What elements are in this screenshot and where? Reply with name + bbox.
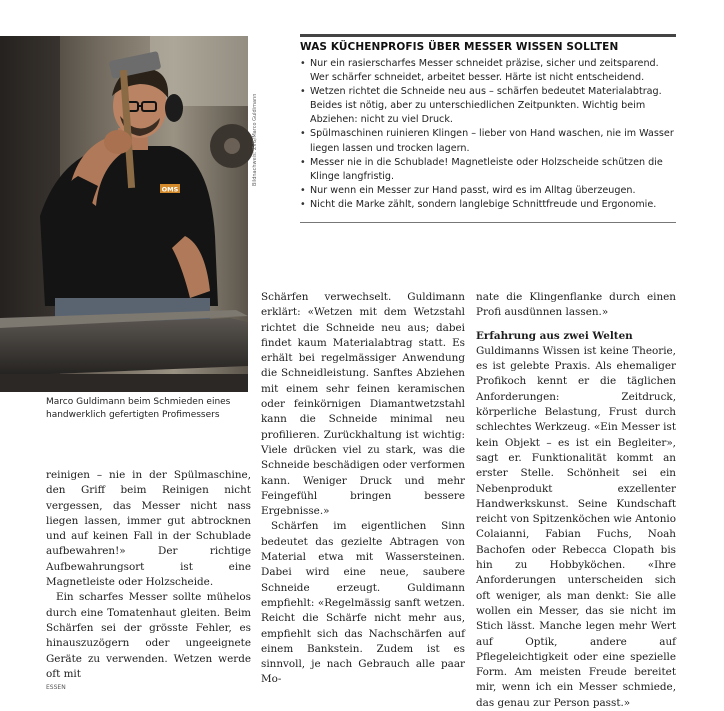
article-paragraph: nate die Klingenflanke durch einen Profi ausdünnen lassen.» — [476, 291, 676, 319]
article-subheading: Erfahrung aus zwei Welten — [476, 329, 633, 342]
article-paragraph: Guldimanns Wissen ist keine Theorie, es ist gelebte Praxis. Als ehemaliger Profikoch kennt er die täglichen Anforderungen: Zeitdruck, körperliche Belastung, Frust durch schlechtes Werkzeug. «Ein Messer ist kein Objekt – es ist ein Begleiter», sagt er. Funktionalität kommt an erster Stelle. Schönheit sei ein Nebenprodukt exzellenter Handwerkskunst. Seine Kundschaft reicht von Spitzenköchen wie Antonio Colaianni, Fabian Fuchs, Noah Bachofen oder Rebecca Clopath bis hin zu Hobbyköchen. «Ihre Anforderungen unterscheiden sich oft weniger, als man denkt: Sie alle wollen ein Messer, das sie nicht im Stich lässt. Manche legen mehr Wert auf Optik, andere auf Pflegeleichtigkeit oder eine spezielle Form. Am meisten Freude bereitet mir, wenn ich ein Messer schmiede, das genau zur Person passt.» — [476, 344, 676, 709]
tips-list-item — [300, 127, 676, 155]
photo-credit: Bildnachweis: ZVG/Marco Guldimann — [252, 93, 258, 186]
article-paragraph: reinigen – nie in der Spülmaschine, den Griff beim Reinigen nicht vergessen, das Messer nicht nass liegen lassen, immer gut abtrocknen und auf keinen Fall in der Schublade aufbewahren!» Der richtige Aufbewahrungsort ist eine Magnetleiste oder Holzscheide. — [46, 469, 251, 589]
tips-box — [300, 34, 676, 223]
bullet-icon: • — [300, 128, 306, 140]
blacksmith-illustration — [0, 36, 248, 392]
tips-item-text: Nur ein rasierscharfes Messer schneidet präzise, sicher und zeitsparend. Wer schärfer schneidet, arbeitet besser. Härte ist nicht entscheidend. — [310, 58, 659, 84]
bullet-icon: • — [300, 156, 306, 168]
article-paragraph: Schärfen im eigentlichen Sinn bedeutet das gezielte Abtragen von Material etwa mit Wassersteinen. Dabei wird eine neue, saubere Schneide erzeugt. Guldimann empfiehlt: «Regelmässig sanft wetzen. Reicht die Schärfe nicht mehr aus, empfiehlt sich das Nachschärfen auf einem Bankstein. Zudem ist es sinnvoll, je nach Gebrauch alle paar Mo- — [261, 520, 465, 686]
tips-item-text: Messer nie in die Schublade! Magnetleiste oder Holzscheide schützen die Klinge langfristig. — [310, 156, 663, 182]
article-paragraph: Ein scharfes Messer sollte mühelos durch eine Tomatenhaut gleiten. Beim Schärfen sei der grösste Fehler, es hinauszuzögern oder ungeeignete Geräte zu verwenden. Wetzen werde oft mit — [46, 591, 251, 680]
tips-list-item — [300, 184, 676, 198]
tips-item-text: Spülmaschinen ruinieren Klingen – lieber von Hand waschen, nie im Wasser liegen lassen und trocken lagern. — [310, 128, 674, 154]
box-top-rule — [300, 34, 676, 37]
tips-list-item — [300, 85, 676, 127]
tips-list-item — [300, 156, 676, 184]
tips-box-title: WAS KÜCHENPROFIS ÜBER MESSER WISSEN SOLLTEN — [300, 41, 619, 53]
bullet-icon: • — [300, 86, 306, 98]
blacksmith-photo — [0, 36, 248, 392]
photo-caption: Marco Guldimann beim Schmieden eines handwerklich gefertigten Profimessers — [46, 397, 231, 420]
bullet-icon: • — [300, 184, 306, 196]
bullet-icon: • — [300, 198, 306, 210]
box-bottom-rule — [300, 222, 676, 223]
tips-list-item — [300, 57, 676, 85]
page-footer-label: ESSEN — [46, 684, 66, 691]
tips-list-item — [300, 198, 676, 212]
bullet-icon: • — [300, 58, 306, 69]
article-paragraph: Schärfen verwechselt. Guldimann erklärt: «Wetzen mit dem Wetzstahl richtet die Schneide neu aus; dabei findet kaum Materialabtrag statt. Es erhält bei regelmässiger Anwendung die Schneidleistung. Sanftes Abziehen mit einem sehr feinen keramischen oder feinkörnigen Diamantwetzstahl kann die Schneide minimal neu profilieren. Zurückhaltung ist wichtig: Viele drücken viel zu stark, was die Schneide beschädigen oder verformen kann. Weniger Druck und mehr Feingefühl bringen bessere Ergebnisse.» — [261, 291, 465, 518]
article-column-1 — [46, 468, 251, 682]
tips-item-text: Nur wenn ein Messer zur Hand passt, wird es im Alltag überzeugen. — [310, 184, 636, 196]
tips-list — [300, 57, 676, 212]
tips-item-text: Nicht die Marke zählt, sondern langlebige Schnittfreude und Ergonomie. — [310, 198, 657, 210]
shirt-logo: OMS — [161, 185, 179, 194]
article-column-2 — [261, 290, 465, 688]
article-column-3 — [476, 290, 676, 711]
tips-item-text: Wetzen richtet die Schneide neu aus – schärfen bedeutet Materialabtrag. Beides ist nötig, aber zu unterschiedlichen Zeitpunkten. Wichtig beim Abziehen: nicht zu viel Druck. — [310, 86, 662, 126]
